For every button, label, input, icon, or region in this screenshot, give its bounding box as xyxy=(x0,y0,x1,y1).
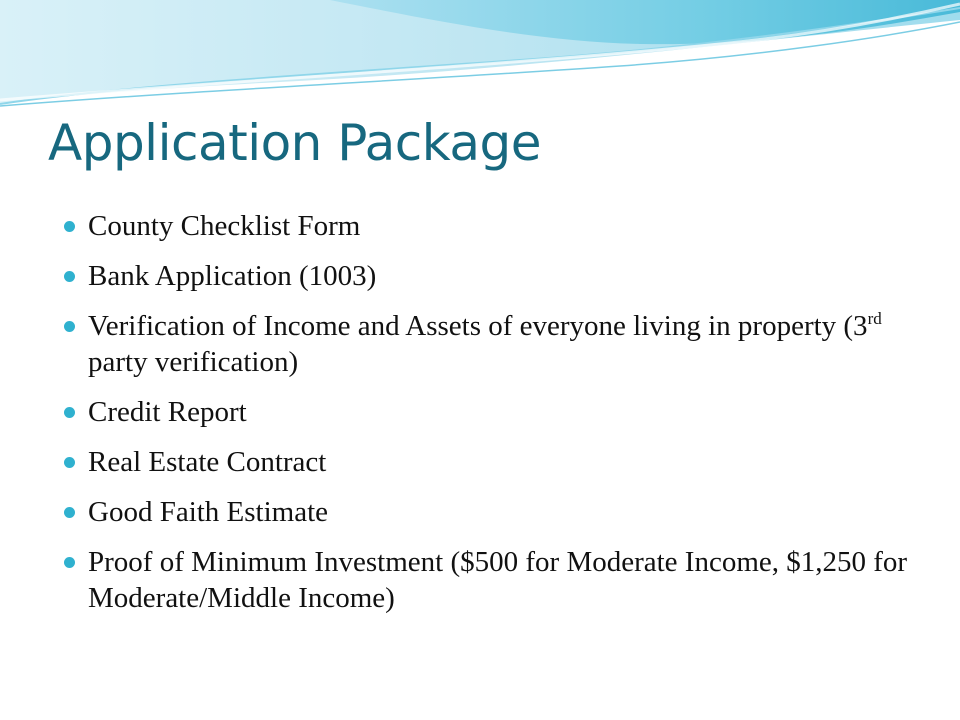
bullet-dot-icon xyxy=(64,321,75,332)
bullet-text: Credit Report xyxy=(88,396,247,428)
bullet-dot-icon xyxy=(64,457,75,468)
bullet-item xyxy=(64,308,914,380)
bullet-dot-icon xyxy=(64,557,75,568)
bullet-item xyxy=(64,394,914,430)
bullet-dot-icon xyxy=(64,407,75,418)
bullet-item xyxy=(64,208,914,244)
decorative-wave-banner xyxy=(0,0,960,130)
bullet-item xyxy=(64,544,914,616)
bullet-list xyxy=(64,208,914,630)
bullet-item xyxy=(64,444,914,480)
bullet-text-end: party verification) xyxy=(88,346,299,378)
bullet-dot-icon xyxy=(64,507,75,518)
bullet-dot-icon xyxy=(64,271,75,282)
bullet-item xyxy=(64,494,914,530)
bullet-text: Bank Application (1003) xyxy=(88,260,377,292)
bullet-item xyxy=(64,258,914,294)
bullet-text-start: Verification of Income and Assets of everyone living in property (3 xyxy=(88,310,868,342)
bullet-dot-icon xyxy=(64,221,75,232)
ordinal-superscript: rd xyxy=(867,309,882,328)
slide-title: Application Package xyxy=(48,114,542,172)
bullet-text: Proof of Minimum Investment ($500 for Moderate Income, $1,250 for Moderate/Middle Income) xyxy=(88,546,908,614)
bullet-text: County Checklist Form xyxy=(88,210,361,242)
bullet-text: Real Estate Contract xyxy=(88,446,327,478)
bullet-text: Good Faith Estimate xyxy=(88,496,329,528)
